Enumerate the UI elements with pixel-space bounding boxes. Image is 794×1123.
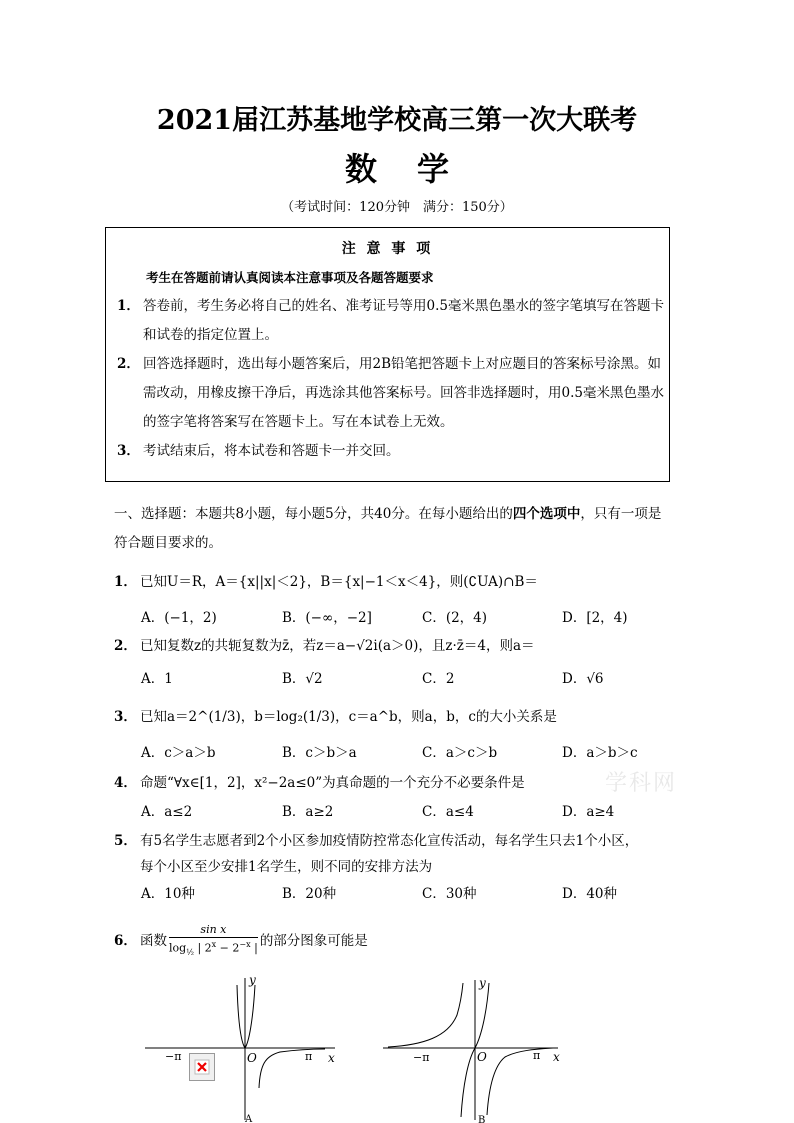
origin-label: O — [247, 1051, 257, 1065]
question-stem-pre: 函数 — [140, 932, 167, 949]
question-5 — [114, 829, 638, 849]
section-bold: 四个选项中 — [512, 506, 581, 522]
question-stem: 命题“∀x∈[1，2]，x²−2a≤0”为真命题的一个充分不必要条件是 — [140, 775, 525, 791]
x-label: x — [553, 1050, 560, 1064]
pi-label: π — [533, 1049, 541, 1062]
option-b[interactable]: B．20种 — [282, 886, 337, 902]
caption-b: B — [478, 1115, 486, 1123]
broken-image-icon — [189, 1053, 215, 1081]
neg-pi-label: −π — [165, 1050, 182, 1063]
watermark: 学科网 — [605, 771, 678, 796]
option-a[interactable]: A．c＞a＞b — [141, 745, 216, 761]
question-stem-post: 的部分图象可能是 — [259, 932, 368, 949]
question-number: 2． — [114, 638, 137, 654]
subject-title: 数学 — [344, 150, 489, 188]
option-d[interactable]: D．√6 — [562, 671, 604, 687]
option-a[interactable]: A．(−1，2) — [141, 610, 217, 626]
notice-item-text: 答卷前，考生务必将自己的姓名、准考证号等用0.5毫米黑色墨水的签字笔填写在答题卡和试卷的指定位置上。 — [143, 298, 664, 343]
curve — [259, 1049, 325, 1088]
notice-item-num: 2． — [117, 356, 140, 372]
option-a[interactable]: A．10种 — [141, 886, 195, 902]
question-1 — [114, 570, 538, 590]
y-label: y — [479, 976, 486, 990]
y-label: y — [249, 973, 256, 987]
curve — [237, 985, 255, 1048]
option-b[interactable]: B．a≥2 — [282, 804, 334, 820]
option-c[interactable]: C．a＞c＞b — [422, 745, 498, 761]
x-label: x — [328, 1051, 335, 1065]
question-stem: 已知U＝R，A＝{x||x|＜2}，B＝{x|−1＜x＜4}，则(∁UA)∩B＝ — [140, 574, 538, 590]
option-d[interactable]: D．a＞b＞c — [562, 745, 638, 761]
notice-item-text: 回答选择题时，选出每小题答案后，用2B铅笔把答题卡上对应题目的答案标号涂黑。如需改动，用橡皮擦干净后，再选涂其他答案标号。回答非选择题时，用0.5毫米黑色墨水的签字笔将答案写在答题卡上。写在本试卷上无效。 — [143, 356, 664, 430]
section-text-a: 本题共8小题，每小题5分，共40分。在每小题给出的 — [195, 506, 513, 522]
question-number: 1． — [114, 574, 137, 590]
question-5-line2: 每个小区至少安排1名学生，则不同的安排方法为 — [140, 859, 433, 875]
notice-item-text: 考试结束后，将本试卷和答题卡一并交回。 — [143, 443, 400, 459]
curve — [487, 1048, 553, 1115]
curve — [388, 983, 463, 1047]
question-number: 5． — [114, 833, 137, 849]
pi-label: π — [305, 1050, 313, 1063]
option-c[interactable]: C．a≤4 — [422, 804, 474, 820]
option-b[interactable]: B．(−∞，−2] — [282, 610, 372, 626]
notice-title: 注 意 事 项 — [341, 241, 434, 257]
graph-b — [383, 975, 583, 1123]
question-number: 3． — [114, 709, 137, 725]
notice-box — [105, 227, 670, 482]
question-3 — [114, 705, 557, 725]
question-stem: 有5名学生志愿者到2个小区参加疫情防控常态化宣传活动，每名学生只去1个小区， — [140, 833, 639, 849]
graph-a — [145, 970, 345, 1123]
question-stem: 已知复数z的共轭复数为z̄，若z＝a−√2i(a＞0)，且z·z̄＝4，则a＝ — [140, 638, 535, 654]
section-label: 一、选择题： — [114, 506, 195, 522]
caption-a: A — [245, 1114, 253, 1123]
option-d[interactable]: D．40种 — [562, 886, 618, 902]
option-b[interactable]: B．√2 — [282, 671, 323, 687]
option-d[interactable]: D．[2，4) — [562, 610, 628, 626]
option-c[interactable]: C．2 — [422, 671, 455, 687]
option-a[interactable]: A．a≤2 — [141, 804, 193, 820]
notice-item-num: 3． — [117, 443, 140, 459]
question-number: 4． — [114, 775, 137, 791]
option-a[interactable]: A．1 — [141, 671, 173, 687]
question-2 — [114, 634, 535, 654]
exam-info: （考试时间：120分钟 满分：150分） — [281, 200, 513, 215]
option-c[interactable]: C．30种 — [422, 886, 477, 902]
notice-item-num: 1． — [117, 298, 140, 314]
neg-pi-label: −π — [413, 1051, 430, 1064]
option-d[interactable]: D．a≥4 — [562, 804, 615, 820]
exam-title: 2021届江苏基地学校高三第一次大联考 — [156, 105, 638, 136]
section-heading — [114, 500, 674, 558]
function-fraction: $\frac{\text{sin x}}{\log_{\frac{1}{2}} | 2^x - 2^{-x} |}$ — [169, 923, 258, 957]
question-4 — [114, 771, 525, 791]
option-b[interactable]: B．c＞b＞a — [282, 745, 357, 761]
question-stem: 已知a＝2^(1/3)，b＝log₂(1/3)，c＝a^b，则a，b，c的大小关系是 — [140, 709, 557, 725]
option-c[interactable]: C．(2，4) — [422, 610, 488, 626]
notice-intro: 考生在答题前请认真阅读本注意事项及各题答题要求 — [146, 270, 434, 285]
section-text-b: ，只有一项是符合题目要求的。 — [114, 506, 662, 551]
question-6 — [114, 923, 368, 960]
question-number: 6． — [114, 932, 137, 949]
origin-label: O — [477, 1050, 487, 1064]
